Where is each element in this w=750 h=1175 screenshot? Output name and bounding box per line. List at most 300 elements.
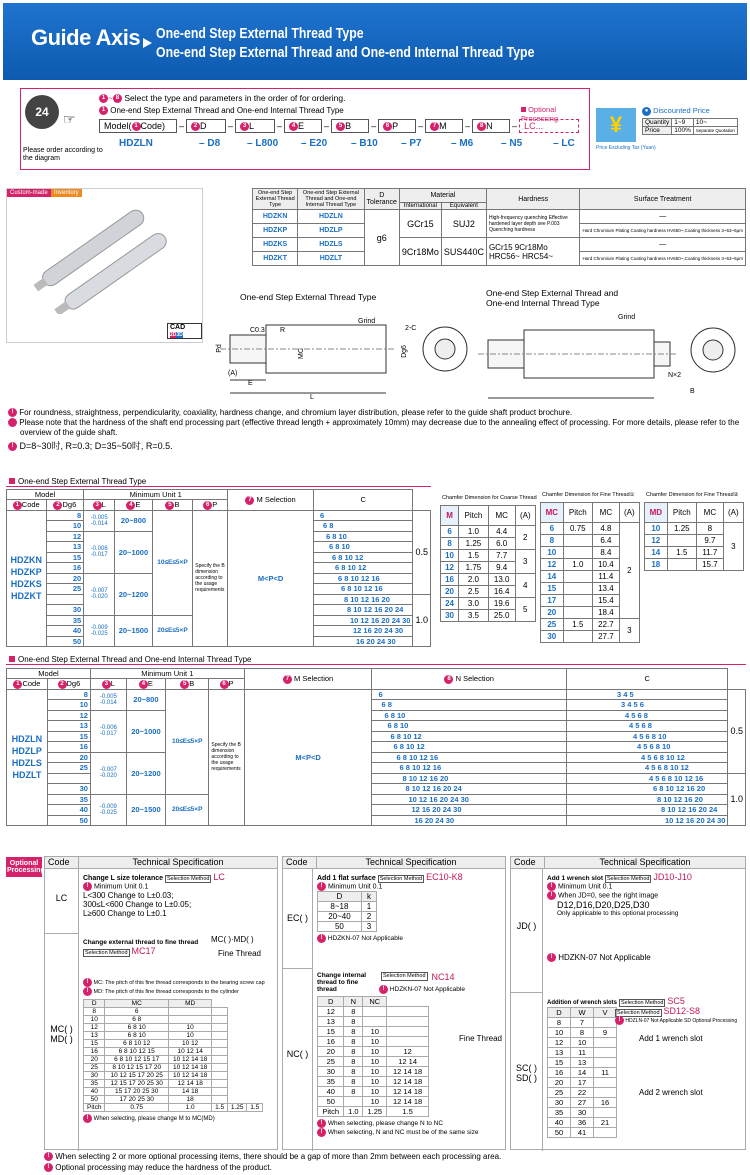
ec-table — [317, 891, 377, 932]
table-cell: 14 18 — [168, 1088, 211, 1096]
table-cell: 8 — [344, 1007, 363, 1017]
table-cell: 6 8 10 12 15 — [105, 1048, 168, 1056]
table-cell: 10 — [363, 1027, 387, 1037]
nc-n2: ! When selecting, N and NC must be of the same size — [317, 1128, 503, 1137]
table-row — [318, 902, 377, 912]
mt-h5: Hardness — [486, 189, 579, 210]
header-cell: N — [344, 997, 363, 1007]
m-sel-cell: 10 12 16 20 24 30 — [372, 794, 567, 805]
fine1-table — [540, 502, 640, 643]
a-cell: 3 — [619, 619, 639, 643]
h2-nsel: 8 N Selection — [372, 669, 567, 690]
table-cell: 12 — [318, 1007, 344, 1017]
table-cell: 10 — [363, 1077, 387, 1087]
pitch-cell: 1.75 — [459, 562, 489, 574]
field-lc[interactable]: LC... — [519, 119, 579, 133]
h2-c: C — [567, 669, 728, 690]
table-cell — [212, 1088, 228, 1096]
m-sel-cell: 8 10 12 16 20 24 — [372, 784, 567, 795]
e-range-cell: 10≤E≤5×P — [152, 510, 193, 615]
header-cell: MD — [168, 1000, 211, 1008]
footer-1-text: When selecting 2 or more optional processing items, there should be a gap of more than 2mm between each processing area. — [55, 1152, 502, 1161]
l-range-cell: 20~1200 — [115, 573, 153, 615]
order-note-line: One-end Step External Thread and One-end Internal Thread Type — [110, 106, 344, 115]
header-cell: MC — [697, 503, 724, 523]
table-cell: 10 — [84, 1016, 105, 1024]
n-sel-cell: 4 5 6 8 10 12 — [567, 752, 728, 763]
page-subtitle-2: One-end Step External Thread and One-end Internal Thread Type — [156, 44, 535, 61]
table-row — [548, 1098, 617, 1108]
l-range-cell: 20~800 — [126, 689, 165, 710]
mc-n1-text: MC: The pitch of this fine thread corresponds to the bearing screw cap — [93, 979, 265, 986]
d-cell: 25 — [47, 763, 90, 774]
mt-code: HDZKS — [253, 238, 298, 252]
c-cell: 0.5 — [728, 689, 746, 773]
mc-lbl: MC( )·MD( ) — [211, 935, 254, 944]
l-label: L — [249, 121, 255, 131]
table-cell: 27 — [571, 1098, 594, 1108]
mc-n2: ! MD: The pitch of this fine thread corresponds to the cylinder — [83, 987, 275, 996]
d-cell: 25 — [46, 584, 84, 595]
d-cell: 35 — [46, 615, 84, 626]
m-sel-cell: 6 8 10 12 — [372, 742, 567, 753]
d-cell: 12 — [46, 531, 84, 542]
mc-note: ! When selecting, please change M to MC(MD) — [83, 1114, 275, 1123]
size-cell: 20 — [541, 607, 564, 619]
ec-title: Add 1 flat surface — [317, 875, 376, 882]
h-code-text: Code — [21, 500, 40, 509]
price-1: 100% — [672, 127, 694, 135]
size-cell: 8 — [441, 538, 459, 550]
price-note: Price Excluding Tax (Yuan) — [596, 145, 656, 151]
table-cell: 10 — [363, 1037, 387, 1047]
page-subtitle-1: One-end Step External Thread Type — [156, 25, 364, 42]
mt-hard1: High-frequency quenching Effective hardened layer depth see P.003 Quenching hardness — [486, 210, 579, 238]
n-sel-cell: 8 10 12 16 20 24 — [567, 805, 728, 816]
sec1-table — [6, 489, 431, 647]
diagram-2-title: One-end Step External Thread and One-end Internal Thread Type — [486, 288, 619, 308]
m-sel-cell: 6 8 10 — [314, 531, 413, 542]
header-cell: MC — [488, 506, 515, 526]
lc-r2: 300≤L<600 Change to L±0.05; — [83, 900, 192, 909]
h2-msel-text: M Selection — [294, 674, 334, 683]
table-row — [84, 1048, 263, 1056]
col1-tech-head: Technical Specification — [132, 857, 224, 867]
example-l: L800 — [255, 138, 279, 149]
nc-selm: Selection Method — [383, 973, 426, 979]
table-row — [84, 1032, 263, 1040]
m-sel-cell: 6 8 10 12 16 — [372, 752, 567, 763]
opt-col2 — [282, 856, 506, 1150]
table-row — [441, 598, 536, 610]
sc-title-row — [547, 996, 743, 1006]
d-cell: 50 — [47, 815, 90, 826]
field-n[interactable]: 8 N — [472, 119, 510, 133]
table-cell: 8~18 — [318, 902, 362, 912]
tol-cell: -0.006 -0.017 — [84, 531, 115, 573]
m-sel-cell: 10 12 16 20 24 30 — [314, 615, 413, 626]
mc-spec — [83, 935, 275, 1123]
table-row — [441, 574, 536, 586]
model-code: HDZLT — [12, 770, 42, 781]
table-row — [7, 710, 746, 721]
pitch-cell — [563, 547, 593, 559]
header-cell: M — [441, 506, 459, 526]
size-cell: 24 — [441, 598, 459, 610]
l-range-cell: 20~1000 — [115, 531, 153, 573]
material-table — [252, 188, 746, 266]
note-3-text: D=8~30时, R=0.3; D=35~50时, R=0.5. — [19, 441, 173, 451]
table-row — [548, 1038, 617, 1048]
h2-msel: 7 M Selection — [244, 669, 372, 690]
m-sel-cell: 12 16 20 24 30 — [372, 805, 567, 816]
table-cell: 25 — [318, 1057, 344, 1067]
size-cell: 15 — [541, 583, 564, 595]
lc-sel: LC — [213, 872, 225, 882]
example-e: E20 — [309, 138, 328, 149]
size-cell: 12 — [441, 562, 459, 574]
m-sel-cell: 6 8 — [372, 700, 567, 711]
nc-title: Change internal thread to fine thread — [317, 972, 367, 993]
mt-h2: One-end Step External Thread and One-end Internal Thread Type — [298, 189, 364, 210]
lc-min: ! Minimum Unit 0.1 — [83, 882, 273, 891]
mt-h4a: International — [399, 203, 441, 210]
mc-n1: ! MC: The pitch of this fine thread corresponds to the bearing screw cap — [83, 978, 275, 987]
tol-cell: -0.009 -0.025 — [90, 794, 126, 826]
d-cell: 16 — [47, 742, 90, 753]
h-c: C — [314, 490, 413, 511]
header-cell: D — [318, 997, 344, 1007]
table-row — [318, 1057, 429, 1067]
table-cell: 13 — [318, 1017, 344, 1027]
mc-cell: 11.7 — [697, 547, 724, 559]
h-b: 5 B — [152, 500, 193, 511]
d-cell — [47, 773, 90, 784]
discount-table — [642, 118, 738, 135]
table-row — [84, 1080, 263, 1088]
table-cell: 16 — [84, 1048, 105, 1056]
mc-cell: 16.4 — [488, 586, 515, 598]
table-cell — [594, 1078, 617, 1088]
h2-l-text: L — [110, 679, 115, 688]
coarse-table — [440, 505, 536, 622]
a-cell: 4 — [515, 574, 535, 598]
m-sel-cell: 6 8 10 12 16 — [314, 573, 413, 584]
sc-selm2: Selection Method — [617, 1010, 660, 1016]
table-header-row — [441, 506, 536, 526]
table-cell: 16 — [318, 1037, 344, 1047]
header-cell: MC — [593, 503, 620, 523]
pitch-cell: 3.0 — [459, 598, 489, 610]
e-label: E — [298, 121, 305, 131]
e-range-cell: 10≤E≤5×P — [166, 689, 209, 794]
jd-selm: Selection Method — [606, 876, 650, 882]
table-cell: 10 — [168, 1024, 211, 1032]
table-cell — [212, 1056, 228, 1064]
table-header-row — [318, 892, 377, 902]
nc-table — [317, 996, 429, 1117]
field-m[interactable]: 7 M — [425, 119, 463, 133]
table-cell — [168, 1008, 211, 1016]
table-cell: 50 — [318, 1097, 344, 1107]
table-cell: 8 — [344, 1037, 363, 1047]
table-cell: 8 — [344, 1017, 363, 1027]
table-cell: 6 — [105, 1008, 168, 1016]
sec1-title-text: One-end Step External Thread Type — [18, 477, 147, 486]
c-cell: 1.0 — [728, 773, 746, 826]
field-p[interactable]: 6 P — [378, 119, 416, 133]
field-e[interactable]: 4 E — [284, 119, 322, 133]
table-cell — [212, 1048, 228, 1056]
lc-code: LC — [45, 869, 79, 934]
table-cell — [594, 1048, 617, 1058]
tol-cell: -0.007 -0.020 — [90, 752, 126, 794]
mc-cell: 18.4 — [593, 607, 620, 619]
h2-dg6-text: Dg6 — [66, 679, 81, 688]
table-cell: 12 14 18 — [168, 1080, 211, 1088]
d-cell: 40 — [47, 805, 90, 816]
table-cell: 36 — [571, 1118, 594, 1128]
pitch-cell: 1.0 — [344, 1107, 363, 1117]
n-sel-cell: 3 4 5 — [567, 689, 728, 700]
mc-label: MC — [297, 348, 305, 359]
table-row — [548, 1048, 617, 1058]
ec-sel: EC10-K8 — [426, 872, 463, 882]
n-label: N — [486, 121, 493, 131]
fine-lbl: Fine Thread — [218, 949, 261, 958]
sc-sel1: SC5 — [667, 996, 685, 1006]
h-dg6: 2 Dg6 — [46, 500, 84, 511]
sc-na: ! HDZLN-07 Not Applicable SD Optional Processing — [615, 1016, 743, 1025]
h2-code-text: Code — [22, 679, 41, 688]
ec-spec — [317, 872, 503, 943]
table-cell: 12 14 18 — [387, 1097, 429, 1107]
ec-na-text: HDZKN-07 Not Applicable — [327, 935, 403, 943]
qty-1: 1~9 — [672, 119, 694, 127]
dg-label: Dg6 — [400, 345, 408, 358]
diagram-1 — [210, 305, 480, 405]
size-cell: 12 — [541, 559, 564, 571]
mt-code: HDZKT — [253, 252, 298, 266]
h-p-text: P — [212, 500, 218, 509]
table-row — [441, 550, 536, 562]
header-cell: NC — [363, 997, 387, 1007]
d-cell: 10 — [47, 700, 90, 711]
fine2-table — [644, 502, 744, 571]
table-cell: 35 — [548, 1108, 571, 1118]
order-instruction-row: 1 ~ 8 Select the type and parameters in the order of for ordering. — [99, 93, 345, 103]
pitch-cell — [667, 535, 697, 547]
code-cell — [7, 510, 47, 647]
table-cell: 25 — [548, 1088, 571, 1098]
pitch-cell — [563, 583, 593, 595]
c03-label: C0.3 — [250, 327, 265, 334]
table-cell: 10 12 14 — [168, 1048, 211, 1056]
mt-m1b: SUJ2 — [441, 210, 486, 238]
opt-col1 — [44, 856, 278, 1150]
table-row — [84, 1040, 263, 1048]
n-sel-cell: 4 5 6 8 — [567, 710, 728, 721]
n-sel-cell: 4 5 6 8 10 — [567, 742, 728, 753]
pitch-cell: 0.75 — [105, 1104, 168, 1112]
note-3: ! D=8~30时, R=0.3; D=35~50时, R=0.5. — [8, 441, 746, 451]
table-cell: 15 — [84, 1040, 105, 1048]
mt-code: HDZLN — [298, 210, 364, 224]
table-cell: 10 — [548, 1028, 571, 1038]
header-cell: MC — [105, 1000, 168, 1008]
table-cell — [594, 1128, 617, 1138]
size-cell: 17 — [541, 595, 564, 607]
table-header-row — [548, 1008, 617, 1018]
table-cell: 20 — [548, 1078, 571, 1088]
table-cell: 8 — [344, 1067, 363, 1077]
l-range-cell: 20~1500 — [126, 794, 165, 826]
mt-hard3: HRC54~ — [522, 251, 553, 261]
c-cell: 1.0 — [413, 594, 431, 647]
nc-na-text: HDZKN-07 Not Applicable — [389, 986, 465, 994]
mc-table — [83, 999, 263, 1112]
table-row — [318, 1087, 429, 1097]
m-sel-cell: 6 — [314, 510, 413, 521]
col2-code-head: Code — [283, 857, 317, 868]
example-model: HDZLN — [119, 138, 153, 149]
size-cell: 25 — [541, 619, 564, 631]
table-cell: 16 — [548, 1068, 571, 1078]
nc-spec — [317, 972, 503, 1137]
table-cell — [212, 1064, 228, 1072]
example-m: M6 — [459, 138, 474, 149]
h2-p: 6 P — [209, 679, 244, 690]
header-cell: D — [318, 892, 362, 902]
table-cell: 41 — [571, 1128, 594, 1138]
table-row — [7, 689, 746, 700]
lc-r3: L≥600 Change to L±0.1 — [83, 909, 167, 918]
coarse-title: Chamfer Dimension for Coarse Thread — [442, 495, 537, 501]
table-cell: 7 — [571, 1018, 594, 1028]
n-sel-cell: 4 5 6 8 10 12 — [567, 763, 728, 774]
table-cell: 15 — [318, 1027, 344, 1037]
table-cell — [594, 1038, 617, 1048]
pitch-cell: 2.5 — [459, 586, 489, 598]
jd-sel: JD10-J10 — [653, 872, 692, 882]
cad-badge[interactable] — [167, 323, 202, 339]
d-cell: 16 — [46, 563, 84, 574]
d-cell: 13 — [46, 542, 84, 553]
h-l: 3 L — [84, 500, 115, 511]
table-header-row — [541, 503, 640, 523]
mc-n2-text: MD: The pitch of this fine thread corresponds to the cylinder — [93, 988, 239, 995]
lc-r1: L<300 Change to L±0.03; — [83, 891, 174, 900]
table-row — [84, 1008, 263, 1016]
table-cell: 14 — [571, 1068, 594, 1078]
h-b-text: B — [174, 500, 180, 509]
table-cell: 11 — [571, 1048, 594, 1058]
table-row — [7, 510, 431, 521]
sec2-table — [6, 668, 746, 826]
table-cell: 11 — [594, 1068, 617, 1078]
table-row — [84, 1064, 263, 1072]
pitch-cell: 1.25 — [363, 1107, 387, 1117]
table-row — [318, 912, 377, 922]
col3-head — [511, 857, 745, 869]
footer-2: ! Optional processing may reduce the hardness of the product. — [44, 1162, 501, 1173]
mc-cell: 8.4 — [593, 547, 620, 559]
mc-note-text: When selecting, please change M to MC(MD) — [93, 1116, 215, 1123]
sc-sel2: SD12-S8 — [663, 1006, 700, 1016]
table-cell: 13 — [84, 1032, 105, 1040]
h2-min: Minimum Unit 1 — [90, 669, 244, 679]
grind-label-2: Grind — [618, 314, 636, 321]
nc-na: ! HDZKN-07 Not Applicable — [379, 985, 503, 994]
p-label: P — [392, 121, 399, 131]
pitch-cell: 1.5 — [212, 1104, 228, 1112]
lc-title: Change L size tolerance — [83, 875, 164, 882]
header-cell: Pitch — [667, 503, 697, 523]
mc-cell: 4.4 — [488, 526, 515, 538]
discount-title: ● Discounted Price — [642, 106, 710, 116]
table-cell: 25 — [84, 1064, 105, 1072]
table-cell: 21 — [594, 1118, 617, 1128]
table-row — [548, 1068, 617, 1078]
header-cell: D — [548, 1008, 571, 1018]
custom-badge: Custom-made — [7, 189, 51, 197]
nc-fine-lbl: Fine Thread — [459, 1034, 502, 1043]
table-cell: 6 8 10 12 — [105, 1040, 168, 1048]
table-row — [318, 922, 377, 932]
fine1-title: Chamfer Dimension for Fine Thread① — [542, 492, 635, 498]
m-sel-cell: 12 16 20 24 30 — [314, 626, 413, 637]
m-sel-cell: 8 10 12 16 20 — [372, 773, 567, 784]
c-cell: 0.5 — [413, 510, 431, 594]
a-cell: 2 — [515, 526, 535, 550]
mc-cell: 7.7 — [488, 550, 515, 562]
sc-title: Addition of wrench slots — [547, 1000, 617, 1006]
mt-h4b: Equivalent — [441, 203, 486, 210]
mc-cell: 8 — [697, 523, 724, 535]
size-cell: 14 — [645, 547, 668, 559]
yuan-icon: ¥ — [596, 108, 636, 142]
table-row — [548, 1018, 617, 1028]
table-cell: 10 — [168, 1032, 211, 1040]
tol-cell: -0.009 -0.025 — [84, 615, 115, 647]
footer-2-text: Optional processing may reduce the hardness of the product. — [55, 1163, 272, 1172]
mc-cell: 15.4 — [593, 595, 620, 607]
col2-tech-head: Technical Specification — [365, 857, 457, 867]
size-cell: 10 — [441, 550, 459, 562]
jd-na-text: HDZKN-07 Not Applicable — [558, 953, 651, 962]
diagram-2 — [478, 310, 748, 410]
mc-cell: 9.7 — [697, 535, 724, 547]
lc-title-row — [83, 872, 273, 882]
table-cell: 10 — [363, 1067, 387, 1077]
table-cell — [387, 1007, 429, 1017]
a-cell: 3 — [723, 523, 743, 571]
field-b[interactable]: 5 B — [331, 119, 369, 133]
d-cell: 15 — [47, 731, 90, 742]
field-d[interactable]: 2 D — [186, 119, 226, 133]
d-cell: 15 — [46, 552, 84, 563]
ec-min: ! Minimum Unit 0.1 — [317, 882, 503, 891]
h-dg6-text: Dg6 — [62, 500, 77, 509]
field-l[interactable]: 3 L — [235, 119, 275, 133]
m-sel-cell: 6 8 10 12 — [372, 731, 567, 742]
m-sel-cell: 6 8 10 12 16 — [314, 584, 413, 595]
range-badge: 1 — [99, 94, 108, 103]
field-model[interactable]: Model( 1 Code) — [99, 119, 177, 133]
size-cell: 14 — [541, 571, 564, 583]
table-row — [548, 1108, 617, 1118]
table-cell — [363, 1007, 387, 1017]
